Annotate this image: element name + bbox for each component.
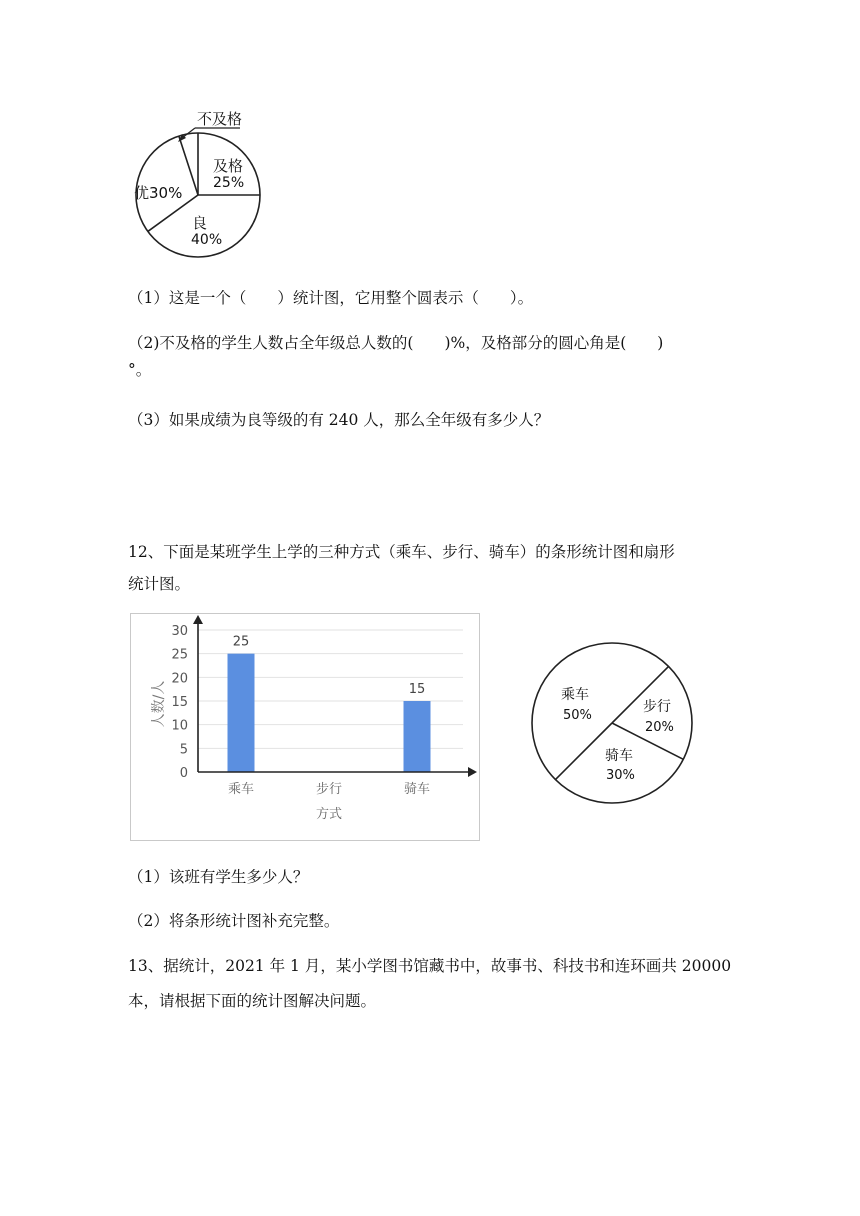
pie2-label-ride: 乘车 [561,687,589,703]
q11-part3: （3）如果成绩为良等级的有 240 人，那么全年级有多少人？ [128,411,550,429]
bar-y-tick-label: 25 [171,647,188,663]
bar-y-tick-label: 20 [171,671,188,687]
pie2-label-walk-pct: 20% [645,720,674,735]
bar-x-axis-label: 方式 [315,807,343,822]
bar-category-label: 步行 [315,782,343,797]
pie1-label-fail: 不及格 [197,110,243,128]
bar-category-label: 骑车 [403,782,431,797]
bar-x-axis-arrow [468,767,477,777]
q12-stem-line2: 统计图。 [128,575,191,593]
pie2-label-bike: 骑车 [605,748,633,764]
q12-part1: （1）该班有学生多少人？ [128,868,309,886]
pie1-label-excellent: 优30% [134,184,183,202]
bar-data-label: 15 [408,682,426,697]
bar-y-tick-label: 0 [179,766,188,781]
bar-data-label: 25 [232,634,250,650]
q11-part1: （1）这是一个（ ）统计图，它用整个圆表示（ ）。 [128,289,534,307]
pie2-label-ride-pct: 50% [563,708,592,723]
bar-y-tick-label: 30 [171,624,188,639]
bar-category-label: 乘车 [227,782,255,797]
bar-y-tick-label: 5 [179,742,188,758]
bar-y-axis-arrow [193,615,203,624]
pie2-label-bike-pct: 30% [606,768,635,783]
pie2-label-walk: 步行 [643,699,671,715]
pie1-label-pass: 及格 [213,157,244,175]
q12-part2: （2）将条形统计图补充完整。 [128,912,340,930]
pie2-divider-bike-ride [555,723,612,780]
pie1-label-good-pct: 40% [191,232,223,248]
bar-2 [404,701,431,772]
bar-y-axis-label: 人数/人 [151,680,167,728]
travel-bar-chart [131,614,479,840]
pie1-label-pass-pct: 25% [213,175,245,191]
q13-stem-line1: 13、据统计，2021 年 1 月，某小学图书馆藏书中，故事书、科技书和连环画共 20000 [128,957,732,975]
grade-pie-chart [120,100,280,270]
q12-stem-line1: 12、下面是某班学生上学的三种方式（乘车、步行、骑车）的条形统计图和扇形 [128,543,675,561]
bar-0 [228,654,255,772]
bar-chart-frame [130,613,480,841]
q11-part2-line2: °。 [128,361,152,379]
bar-y-tick-label: 10 [171,718,188,734]
q13-stem-line2: 本，请根据下面的统计图解决问题。 [128,992,377,1010]
travel-pie-chart [525,637,705,817]
bar-y-tick-label: 15 [171,695,188,710]
pie1-label-good: 良 [192,214,208,232]
q11-part2-line1: （2)不及格的学生人数占全年级总人数的( )%，及格部分的圆心角是( ) [128,334,664,352]
